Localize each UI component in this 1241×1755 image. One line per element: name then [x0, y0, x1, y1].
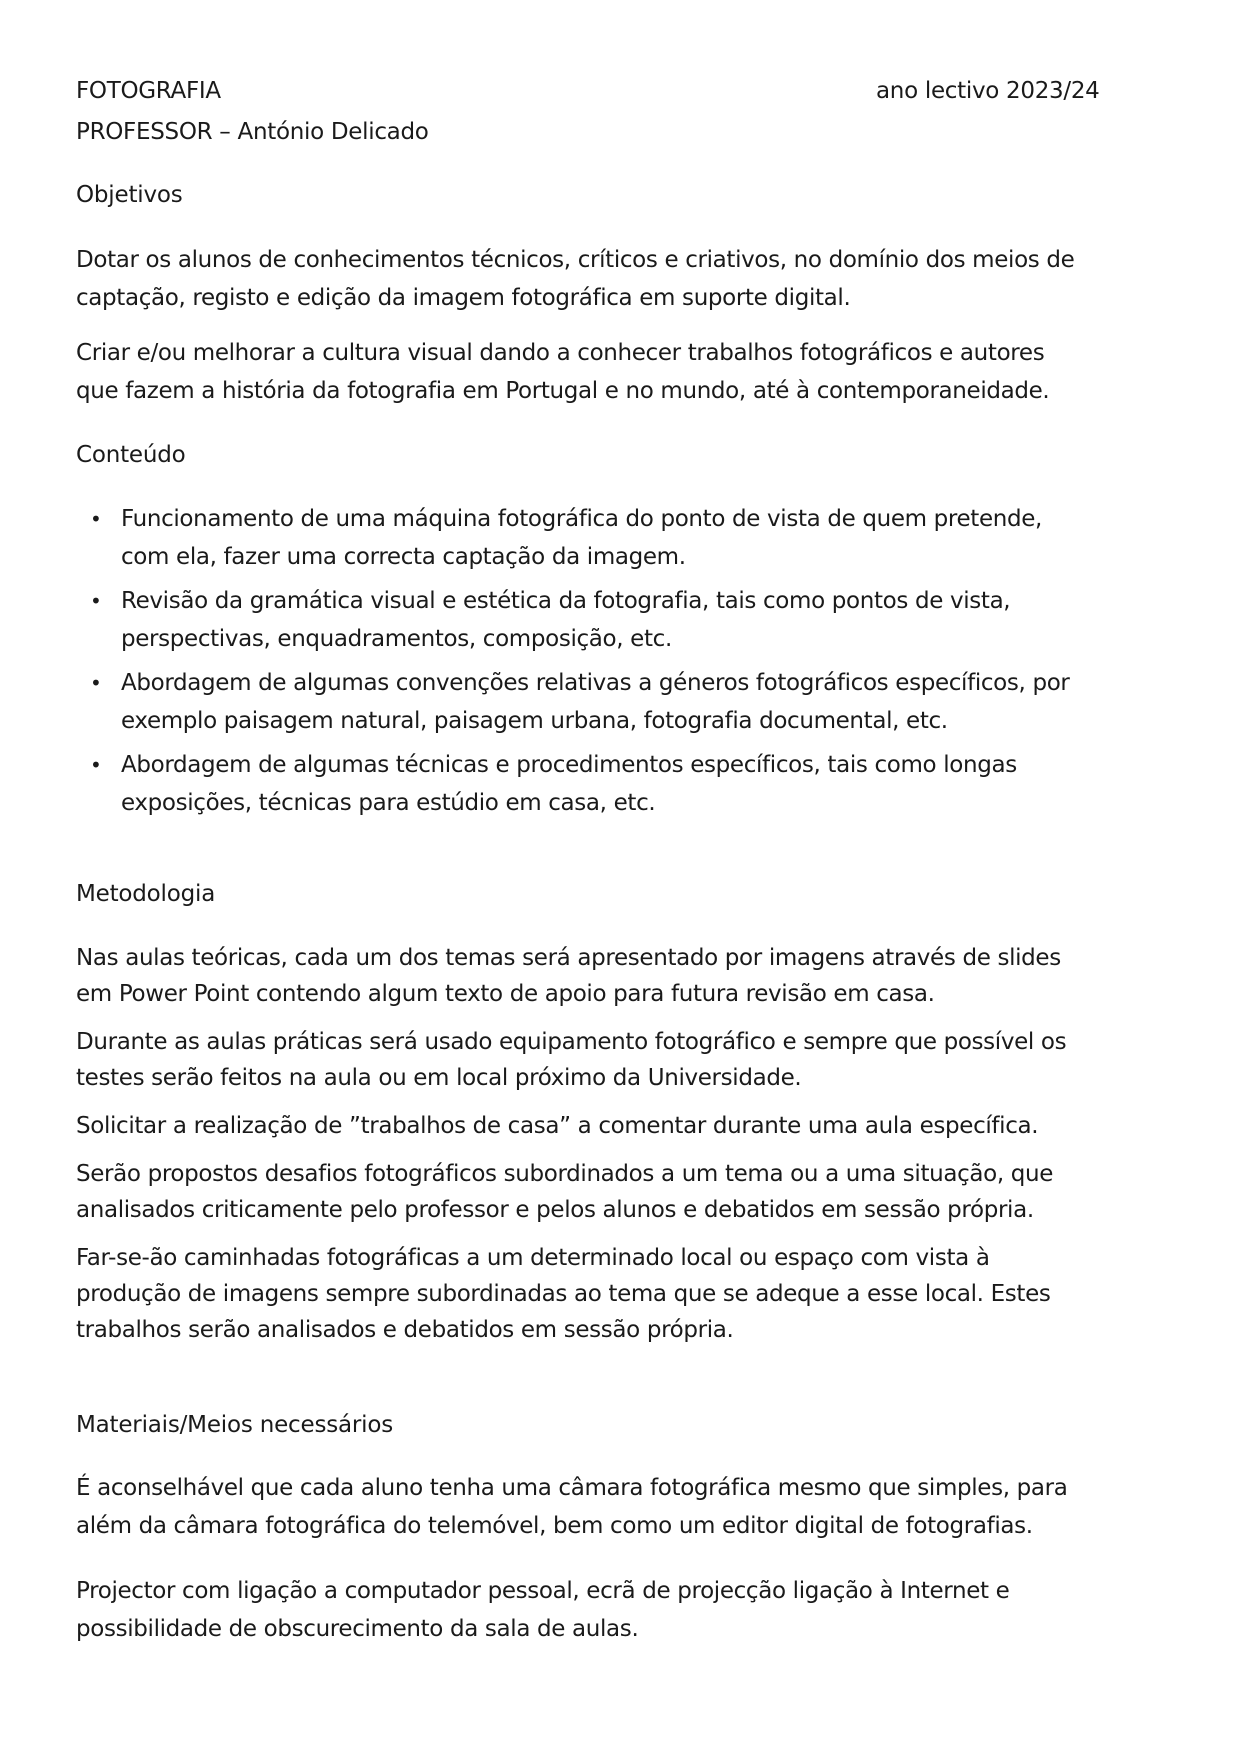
text-line: Criar e/ou melhorar a cultura visual dando a conhecer trabalhos fotográficos e autores	[76, 340, 1045, 366]
text-line: exemplo paisagem natural, paisagem urbana, fotografia documental, etc.	[121, 708, 948, 734]
bullet-icon: •	[90, 753, 102, 777]
section-heading-objetivos: Objetivos	[76, 182, 183, 208]
objetivos-paragraph-2	[76, 334, 1049, 410]
text-line: perspectivas, enquadramentos, composição, etc.	[121, 626, 672, 652]
subject-title: FOTOGRAFIA	[76, 78, 221, 104]
text-line: Dotar os alunos de conhecimentos técnicos, críticos e criativos, no domínio dos meios de	[76, 247, 1075, 273]
metodologia-paragraph-2	[76, 1024, 1066, 1096]
metodologia-paragraph-3	[76, 1108, 1038, 1144]
text-line: analisados criticamente pelo professor e pelos alunos e debatidos em sessão própria.	[76, 1197, 1034, 1223]
list-item	[76, 664, 1070, 740]
text-line: Revisão da gramática visual e estética da fotografia, tais como pontos de vista,	[121, 588, 1011, 614]
conteudo-list	[76, 500, 1070, 828]
text-line: Funcionamento de uma máquina fotográfica do ponto de vista de quem pretende,	[121, 506, 1042, 532]
text-line: Solicitar a realização de ”trabalhos de casa” a comentar durante uma aula específica.	[76, 1113, 1039, 1139]
text-line: Abordagem de algumas convenções relativas a géneros fotográficos específicos, por	[121, 670, 1070, 696]
text-line: captação, registo e edição da imagem fotográfica em suporte digital.	[76, 285, 851, 311]
text-line: possibilidade de obscurecimento da sala de aulas.	[76, 1616, 639, 1642]
text-line: com ela, fazer uma correcta captação da imagem.	[121, 544, 686, 570]
text-line: Nas aulas teóricas, cada um dos temas será apresentado por imagens através de slides	[76, 945, 1061, 971]
bullet-icon: •	[90, 507, 102, 531]
text-line: em Power Point contendo algum texto de apoio para futura revisão em casa.	[76, 981, 935, 1007]
bullet-icon: •	[90, 589, 102, 613]
text-line: trabalhos serão analisados e debatidos em sessão própria.	[76, 1317, 734, 1343]
text-line: Abordagem de algumas técnicas e procedimentos específicos, tais como longas	[121, 752, 1017, 778]
text-line: Far-se-ão caminhadas fotográficas a um determinado local ou espaço com vista à	[76, 1245, 990, 1271]
materiais-paragraph-2	[76, 1572, 1009, 1648]
metodologia-paragraph-5	[76, 1240, 1051, 1348]
bullet-icon: •	[90, 671, 102, 695]
text-line: além da câmara fotográfica do telemóvel, bem como um editor digital de fotografias.	[76, 1513, 1033, 1539]
text-line: que fazem a história da fotografia em Portugal e no mundo, até à contemporaneidade.	[76, 378, 1050, 404]
teacher-name: PROFESSOR – António Delicado	[76, 119, 429, 145]
text-line: exposições, técnicas para estúdio em casa, etc.	[121, 790, 656, 816]
section-heading-conteudo: Conteúdo	[76, 442, 186, 468]
text-line: É aconselhável que cada aluno tenha uma câmara fotográfica mesmo que simples, para	[76, 1475, 1068, 1501]
metodologia-paragraph-4	[76, 1156, 1053, 1228]
text-line: produção de imagens sempre subordinadas ao tema que se adeque a esse local. Estes	[76, 1281, 1051, 1307]
objetivos-paragraph-1	[76, 241, 1074, 317]
school-year: ano lectivo 2023/24	[876, 78, 1100, 104]
list-item	[76, 582, 1070, 658]
text-line: Projector com ligação a computador pessoal, ecrã de projecção ligação à Internet e	[76, 1578, 1010, 1604]
list-item	[76, 746, 1070, 822]
text-line: testes serão feitos na aula ou em local próximo da Universidade.	[76, 1065, 802, 1091]
materiais-paragraph-1	[76, 1469, 1068, 1545]
text-line: Durante as aulas práticas será usado equipamento fotográfico e sempre que possível os	[76, 1029, 1067, 1055]
section-heading-materiais: Materiais/Meios necessários	[76, 1412, 394, 1438]
text-line: Serão propostos desafios fotográficos subordinados a um tema ou a uma situação, que	[76, 1161, 1054, 1187]
section-heading-metodologia: Metodologia	[76, 881, 216, 907]
metodologia-paragraph-1	[76, 940, 1061, 1012]
list-item	[76, 500, 1070, 576]
